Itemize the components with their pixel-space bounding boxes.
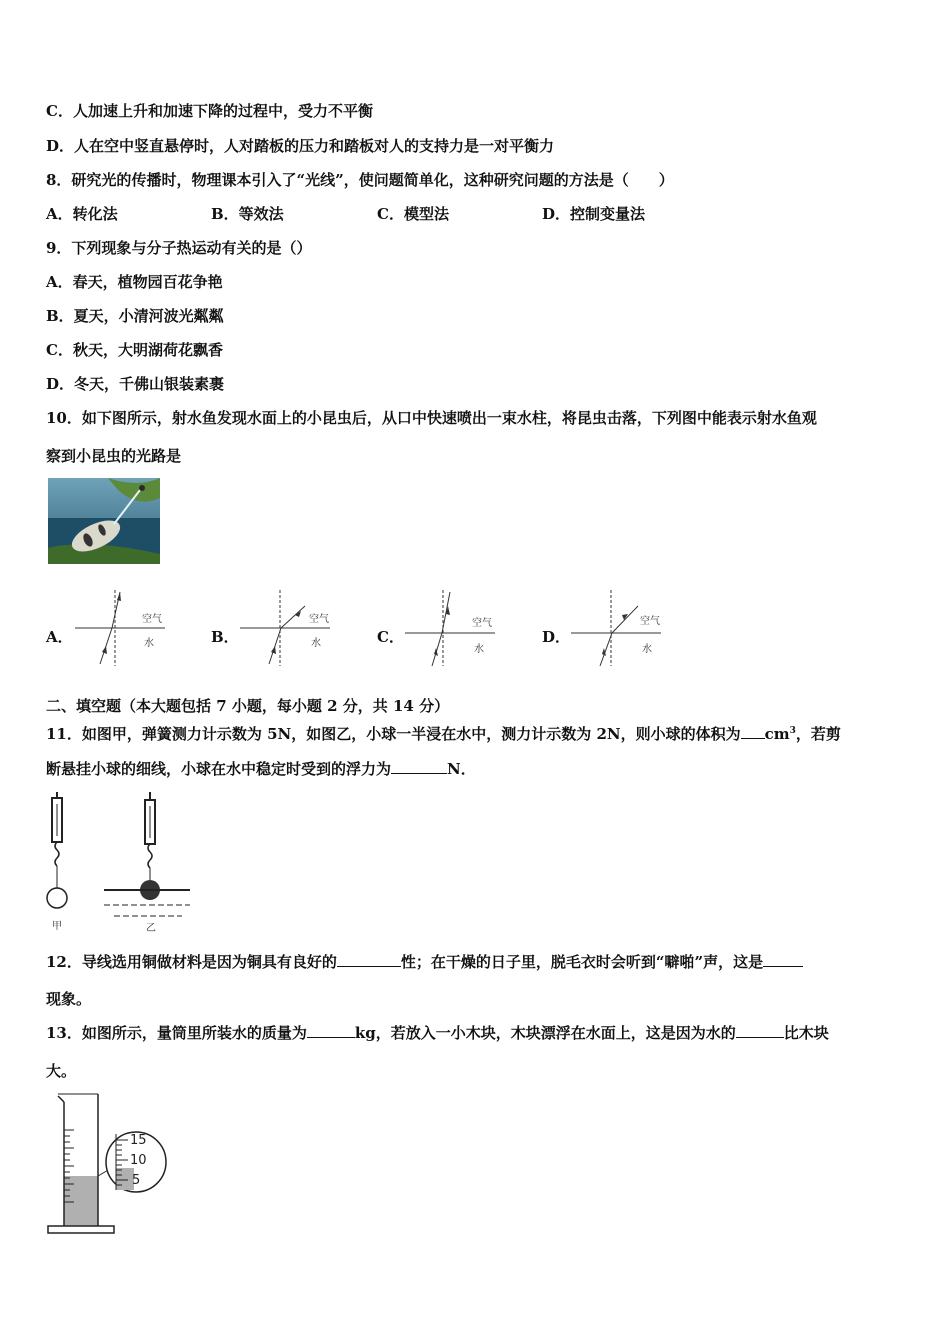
q13-line2: 大。 bbox=[46, 1062, 77, 1080]
cylinder-tick-5: 5 bbox=[132, 1173, 141, 1188]
q10-label-a: A． bbox=[46, 628, 73, 646]
q10-c-water-label: 水 bbox=[474, 644, 484, 655]
q12-line1 bbox=[46, 952, 803, 972]
q10-stem-line1: 10．如下图所示，射水鱼发现水面上的小昆虫后，从口中快速喷出一束水柱，将昆虫击落，下列图中能表示射水鱼观 bbox=[46, 409, 817, 427]
q10-diagram-b bbox=[235, 588, 335, 668]
q11-line1 bbox=[46, 721, 841, 744]
q9-option-a: A．春天，植物园百花争艳 bbox=[46, 273, 223, 291]
q11-blank-buoyancy[interactable] bbox=[391, 759, 447, 774]
q10-diagram-d bbox=[566, 588, 666, 668]
q11-line2 bbox=[46, 759, 476, 779]
q10-diagram-a bbox=[70, 588, 170, 668]
q7-option-d: D．人在空中竖直悬停时，人对踏板的压力和踏板对人的支持力是一对平衡力 bbox=[46, 137, 555, 155]
q10-d-water-label: 水 bbox=[642, 644, 652, 655]
q11-blank-volume[interactable] bbox=[741, 724, 765, 739]
q12-blank-property[interactable] bbox=[337, 952, 401, 967]
q8-option-b: B．等效法 bbox=[211, 205, 284, 223]
fig-jia-label: 甲 bbox=[52, 921, 62, 932]
q10-c-air-label: 空气 bbox=[472, 618, 492, 629]
q13-text-1a: 13．如图所示，量筒里所装水的质量为 bbox=[46, 1024, 307, 1042]
q12-text-1a: 12．导线选用铜做材料是因为铜具有良好的 bbox=[46, 953, 337, 971]
q10-d-air-label: 空气 bbox=[640, 616, 660, 627]
cylinder-tick-10: 10 bbox=[130, 1153, 147, 1168]
q8-option-d: D．控制变量法 bbox=[542, 205, 646, 223]
q9-stem: 9．下列现象与分子热运动有关的是（） bbox=[46, 239, 312, 257]
q9-option-d: D．冬天，千佛山银装素裹 bbox=[46, 375, 225, 393]
q7-option-c: C．人加速上升和加速下降的过程中，受力不平衡 bbox=[46, 102, 373, 120]
q10-label-c: C． bbox=[377, 628, 404, 646]
q9-option-c: C．秋天，大明湖荷花飘香 bbox=[46, 341, 223, 359]
q11-text-2a: 断悬挂小球的细线，小球在水中稳定时受到的浮力为 bbox=[46, 760, 392, 778]
q10-b-air-label: 空气 bbox=[309, 614, 329, 625]
q8-option-a: A．转化法 bbox=[46, 205, 118, 223]
q11-unit-sup: 3 bbox=[789, 726, 796, 736]
q10-diagram-c bbox=[400, 588, 500, 668]
cylinder-tick-15: 15 bbox=[130, 1133, 147, 1148]
q13-text-1b: kg，若放入一小木块，木块漂浮在水面上，这是因为水的 bbox=[354, 1024, 736, 1042]
q11-unit-cm: cm bbox=[764, 725, 790, 743]
q8-stem: 8．研究光的传播时，物理课本引入了“光线”，使问题简单化，这种研究问题的方法是（ ） bbox=[46, 171, 674, 189]
archer-fish-photo bbox=[48, 478, 160, 564]
q11-text-1a: 11．如图甲，弹簧测力计示数为 5N，如图乙，小球一半浸在水中，测力计示数为 2N，则小球的体积为 bbox=[46, 725, 741, 743]
q13-blank-density[interactable] bbox=[736, 1023, 784, 1038]
q10-label-b: B． bbox=[211, 628, 239, 646]
q10-a-air-label: 空气 bbox=[142, 614, 162, 625]
q12-line2: 现象。 bbox=[46, 990, 92, 1008]
section2-title: 二、填空题（本大题包括 7 小题，每小题 2 分，共 14 分） bbox=[46, 697, 450, 715]
fig-yi-label: 乙 bbox=[146, 923, 156, 934]
q13-blank-mass[interactable] bbox=[307, 1023, 355, 1038]
q10-b-water-label: 水 bbox=[311, 638, 321, 649]
q13-line1 bbox=[46, 1023, 829, 1043]
q11-text-1b: ，若剪 bbox=[795, 725, 841, 743]
q8-option-c: C．模型法 bbox=[377, 205, 449, 223]
q10-label-d: D． bbox=[542, 628, 571, 646]
q10-stem-line2: 察到小昆虫的光路是 bbox=[46, 447, 182, 465]
spring-scale-figures bbox=[40, 790, 200, 935]
q12-blank-phenomenon[interactable] bbox=[763, 952, 803, 967]
q10-a-water-label: 水 bbox=[144, 638, 154, 649]
q9-option-b: B．夏天，小清河波光粼粼 bbox=[46, 307, 224, 325]
q11-text-2b: N． bbox=[447, 760, 476, 778]
q13-text-1c: 比木块 bbox=[783, 1024, 829, 1042]
q12-text-1b: 性；在干燥的日子里，脱毛衣时会听到“噼啪”声，这是 bbox=[400, 953, 764, 971]
graduated-cylinder-figure bbox=[44, 1092, 174, 1242]
